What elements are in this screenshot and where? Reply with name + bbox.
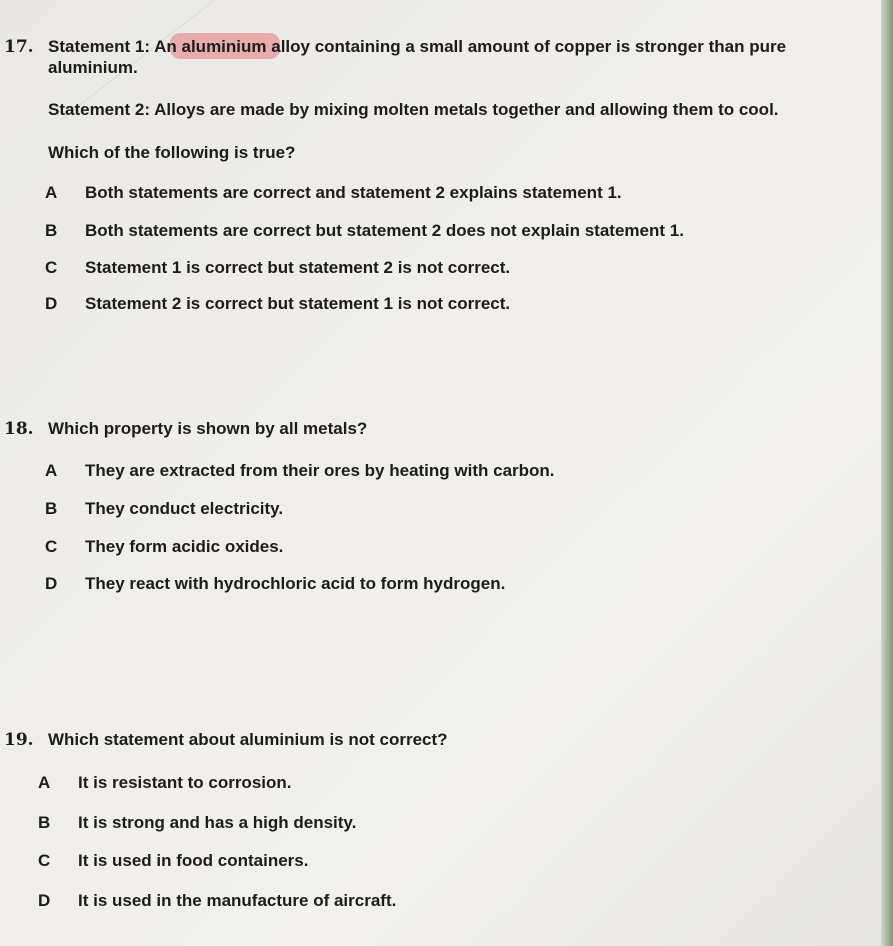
statement-1-line-1: Statement 1: An aluminium alloy containing a small amount of copper is stronger than pure [48, 37, 787, 56]
option-letter: A [38, 773, 51, 792]
option-text: Statement 1 is correct but statement 2 is not correct. [85, 258, 511, 277]
option-text: They react with hydrochloric acid to form hydrogen. [85, 574, 506, 593]
option-letter: C [38, 851, 51, 870]
option-letter: B [45, 499, 58, 518]
option-letter: D [45, 294, 58, 313]
question-number: 17. [4, 37, 34, 57]
option-letter: A [45, 183, 58, 202]
option-letter: C [45, 537, 58, 556]
option-text: Both statements are correct and statement 2 explains statement 1. [85, 183, 622, 202]
statement-2: Statement 2: Alloys are made by mixing molten metals together and allowing them to cool. [48, 100, 779, 119]
question-text: Which of the following is true? [48, 143, 296, 162]
question-number: 19. [4, 730, 34, 750]
option-text: It is used in the manufacture of aircraft. [78, 891, 397, 910]
question-text: Which statement about aluminium is not correct? [48, 730, 448, 749]
option-letter: C [45, 258, 58, 277]
option-text: It is strong and has a high density. [78, 813, 357, 832]
option-letter: B [38, 813, 51, 832]
option-text: Both statements are correct but statement 2 does not explain statement 1. [85, 221, 684, 240]
option-text: It is resistant to corrosion. [78, 773, 292, 792]
question-text: Which property is shown by all metals? [48, 419, 368, 438]
option-letter: D [45, 574, 58, 593]
option-letter: A [45, 461, 58, 480]
option-text: Statement 2 is correct but statement 1 is not correct. [85, 294, 511, 313]
question-number: 18. [4, 419, 34, 439]
option-text: They are extracted from their ores by heating with carbon. [85, 461, 555, 480]
option-letter: D [38, 891, 51, 910]
page-edge [881, 0, 893, 946]
option-text: They conduct electricity. [85, 499, 284, 518]
option-text: It is used in food containers. [78, 851, 309, 870]
option-text: They form acidic oxides. [85, 537, 284, 556]
statement-1-line-2: aluminium. [48, 58, 138, 77]
option-letter: B [45, 221, 58, 240]
